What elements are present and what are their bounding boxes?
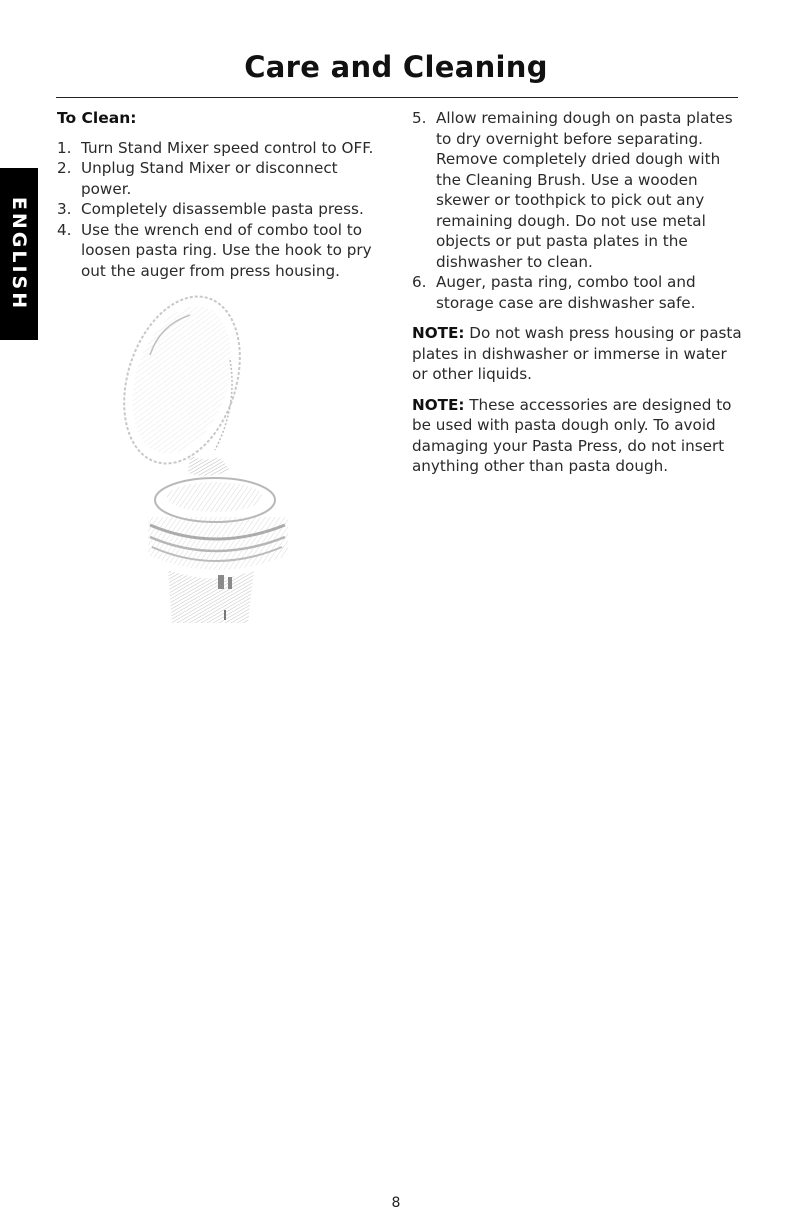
step-text: Turn Stand Mixer speed control to OFF. [81, 138, 374, 157]
right-column [412, 108, 742, 477]
list-item [412, 108, 742, 272]
left-column [57, 108, 387, 281]
pasta-press-housing-illustration [120, 285, 310, 625]
title-divider [56, 97, 738, 98]
step-text: Unplug Stand Mixer or disconnect power. [81, 159, 338, 198]
note-label: NOTE: [412, 324, 465, 342]
step-text: Allow remaining dough on pasta plates to dry overnight before separating. Remove completely dried dough with the Cleaning Brush. Use a wooden skewer or toothpick to pick out any remaining dough. Do not use metal objects or put pasta plates in the dishwasher to clean. [436, 109, 733, 271]
step-number: 1. [57, 138, 72, 157]
cleaning-steps-list [57, 138, 387, 282]
step-number: 4. [57, 220, 72, 239]
list-item [57, 158, 387, 199]
list-item [57, 138, 387, 159]
list-item [412, 272, 742, 313]
note-label: NOTE: [412, 395, 465, 414]
language-tab [0, 168, 38, 340]
step-text: Completely disassemble pasta press. [81, 200, 364, 218]
list-item [57, 199, 387, 220]
page-title: Care and Cleaning [244, 50, 548, 84]
step-text: Auger, pasta ring, combo tool and storage case are dishwasher safe. [436, 273, 696, 312]
section-heading: To Clean: [57, 109, 137, 127]
note-paragraph [412, 323, 742, 385]
step-number: 3. [57, 200, 72, 218]
note-text: Do not wash press housing or pasta plates in dishwasher or immerse in water or other liquids. [412, 324, 742, 383]
step-text: Use the wrench end of combo tool to loosen pasta ring. Use the hook to pry out the auger from press housing. [81, 220, 372, 280]
language-tab-label: ENGLISH [8, 196, 30, 312]
cleaning-steps-list-continued [412, 108, 742, 313]
step-number: 6. [412, 273, 427, 291]
page-number: 8 [391, 1195, 401, 1211]
step-number: 5. [412, 109, 427, 127]
list-item [57, 220, 387, 282]
note-paragraph [412, 395, 742, 477]
note-text: These accessories are designed to be used with pasta dough only. To avoid damaging your Pasta Press, do not insert anything other than pasta dough. [412, 395, 732, 475]
step-number: 2. [57, 159, 72, 177]
